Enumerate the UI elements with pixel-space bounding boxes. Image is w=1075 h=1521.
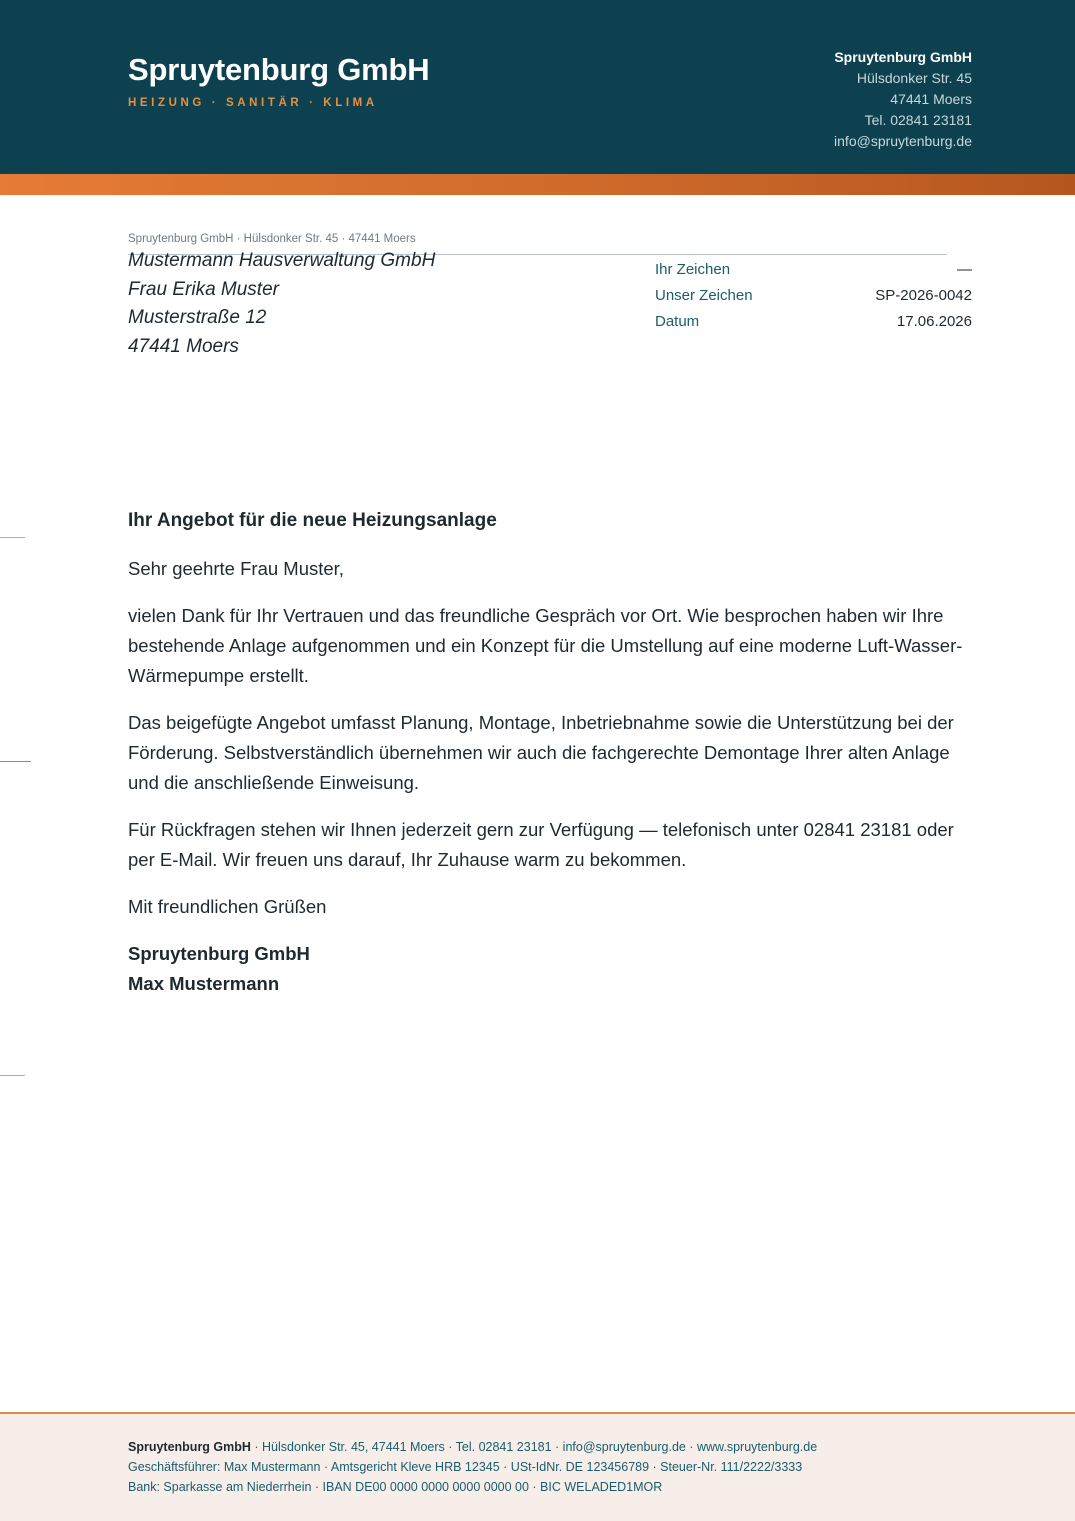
letter-closing: Mit freundlichen Grüßen (128, 896, 327, 917)
return-address-line: Spruytenburg GmbH · Hülsdonker Str. 45 · 47441 Moers (128, 233, 416, 245)
footer-line-bank: Bank: Sparkasse am Niederrhein · IBAN DE00 0000 0000 0000 0000 00 · BIC WELADED1MOR (128, 1480, 663, 1494)
letter-salutation: Sehr geehrte Frau Muster, (128, 558, 344, 579)
reference-row (655, 284, 972, 310)
footer-contact-details: · Hülsdonker Str. 45, 47441 Moers · Tel. 02841 23181 · info@spruytenburg.de · www.spruytenburg.de (250, 1440, 818, 1454)
fold-mark-bottom (0, 1075, 25, 1076)
reference-label: Datum (655, 313, 700, 330)
sender-city: 47441 Moers (890, 91, 972, 107)
footer-line-contact (128, 1437, 817, 1457)
letter-paragraph: Das beigefügte Angebot umfasst Planung, Montage, Inbetriebnahme sowie die Unterstützung bei der Förderung. Selbstverständlich übernehmen wir auch die fachgerechte Demontage Ihrer alten Anlage und die anschließende Einweisung. (128, 712, 954, 793)
letter-subject: Ihr Angebot für die neue Heizungsanlage (128, 510, 497, 531)
fold-mark-top (0, 537, 25, 538)
letterhead-header (0, 0, 1075, 174)
reference-value: SP-2026-0042 (875, 287, 972, 304)
signature-name: Max Mustermann (128, 973, 280, 994)
letter-paragraph: vielen Dank für Ihr Vertrauen und das freundliche Gespräch vor Ort. Wie besprochen haben wir Ihre bestehende Anlage aufgenommen und ein Konzept für die Umstellung auf eine moderne Luft-Wasser-Wärmepumpe erstellt. (128, 605, 963, 686)
sender-address-block (834, 47, 972, 152)
reference-row (655, 258, 972, 284)
accent-band (0, 174, 1075, 195)
letter-body (128, 510, 974, 999)
reference-label: Unser Zeichen (655, 287, 753, 304)
company-tagline: HEIZUNG · SANITÄR · KLIMA (128, 97, 378, 109)
reference-table (655, 258, 972, 336)
sender-street: Hülsdonker Str. 45 (856, 70, 972, 86)
recipient-city: 47441 Moers (128, 336, 239, 358)
signature-company: Spruytenburg GmbH (128, 943, 310, 964)
sender-phone: Tel. 02841 23181 (864, 112, 972, 128)
sender-email: info@spruytenburg.de (834, 133, 972, 149)
footer-company: Spruytenburg GmbH (128, 1440, 251, 1454)
punch-mark (0, 761, 31, 762)
sender-name: Spruytenburg GmbH (834, 49, 972, 65)
reference-value: 17.06.2026 (896, 313, 972, 330)
letter-footer (0, 1412, 1075, 1521)
reference-label: Ihr Zeichen (655, 261, 731, 278)
recipient-person: Frau Erika Muster (128, 278, 279, 300)
reference-row (655, 310, 972, 336)
recipient-address (128, 247, 435, 362)
company-logo-name: Spruytenburg GmbH (128, 52, 430, 87)
recipient-company: Mustermann Hausverwaltung GmbH (128, 250, 436, 271)
footer-text (128, 1437, 817, 1497)
letter-paragraph: Für Rückfragen stehen wir Ihnen jederzeit gern zur Verfügung — telefonisch unter 02841 23181 oder per E-Mail. Wir freuen uns darauf, Ihr Zuhause warm zu bekommen. (128, 819, 954, 870)
reference-value: — (957, 261, 972, 278)
footer-line-legal: Geschäftsführer: Max Mustermann · Amtsgericht Kleve HRB 12345 · USt-IdNr. DE 123456789 · Steuer-Nr. 111/2222/3333 (128, 1460, 803, 1474)
recipient-street: Musterstraße 12 (128, 307, 267, 329)
